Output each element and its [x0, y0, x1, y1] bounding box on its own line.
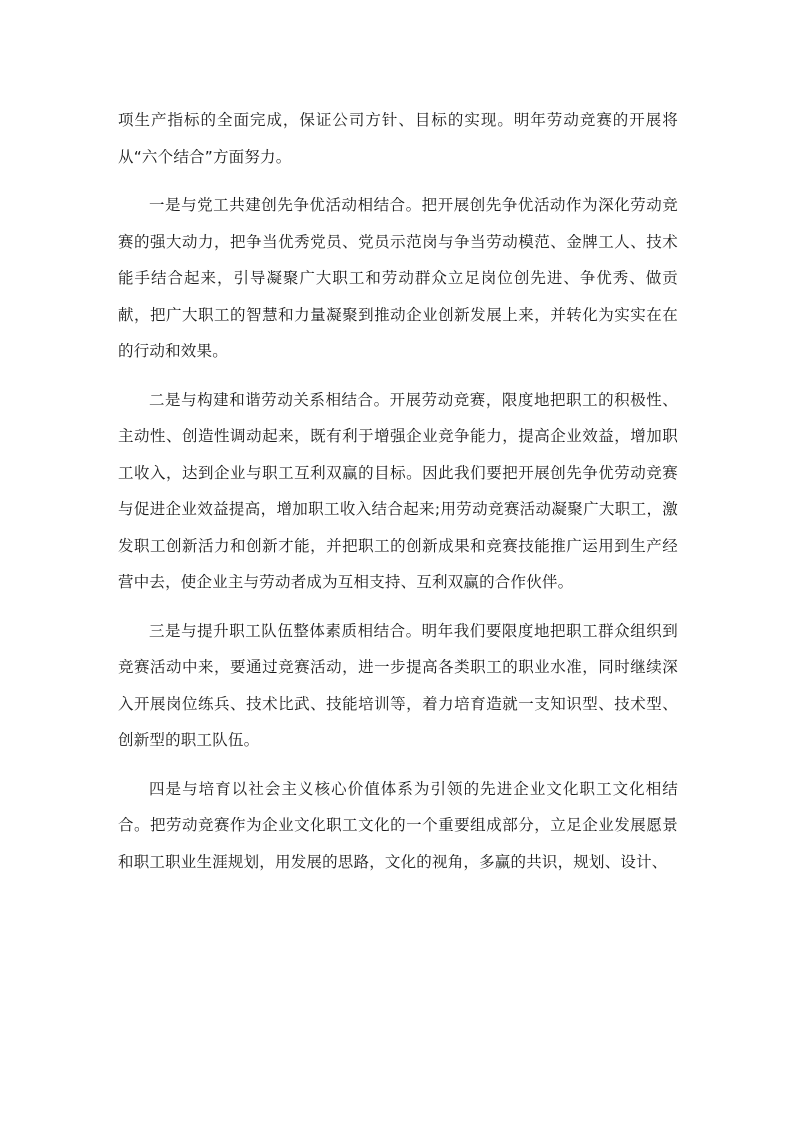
paragraph-workforce-quality: 三是与提升职工队伍整体素质相结合。明年我们要限度地把职工群众组织到竞赛活动中来，要通过竞赛活动，进一步提高各类职工的职业水准，同时继续深入开展岗位练兵、技术比武、技能培训等，着力培育造就一支知识型、技术型、创新型的职工队伍。 [118, 621, 678, 749]
paragraph-labor-relations: 二是与构建和谐劳动关系相结合。开展劳动竞赛，限度地把职工的积极性、主动性、创造性调动起来，既有利于增强企业竞争能力，提高企业效益，增加职工收入，达到企业与职工互利双赢的目标。因此我们要把开展创先争优劳动竞赛与促进企业效益提高，增加职工收入结合起来;用劳动竞赛活动凝聚广大职工，激发职工创新活力和创新才能，并把职工的创新成果和竞赛技能推广运用到生产经营中去，使企业主与劳动者成为互相支持、互利双赢的合作伙伴。 [118, 390, 678, 591]
paragraph-continuation: 项生产指标的全面完成，保证公司方针、目标的实现。明年劳动竞赛的开展将从“六个结合”方面努力。 [118, 111, 678, 166]
paragraph-party-union: 一是与党工共建创先争优活动相结合。把开展创先争优活动作为深化劳动竞赛的强大动力，把争当优秀党员、党员示范岗与争当劳动模范、金牌工人、技术能手结合起来，引导凝聚广大职工和劳动群众立足岗位创先进、争优秀、做贡献，把广大职工的智慧和力量凝聚到推动企业创新发展上来，并转化为实实在在的行动和效果。 [118, 196, 678, 360]
document-body [118, 102, 678, 880]
paragraph-corporate-culture: 四是与培育以社会主义核心价值体系为引领的先进企业文化职工文化相结合。把劳动竞赛作为企业文化职工文化的一个重要组成部分，立足企业发展愿景和职工职业生涯规划，用发展的思路，文化的视角，多赢的共识，规划、设计、 [118, 779, 678, 871]
